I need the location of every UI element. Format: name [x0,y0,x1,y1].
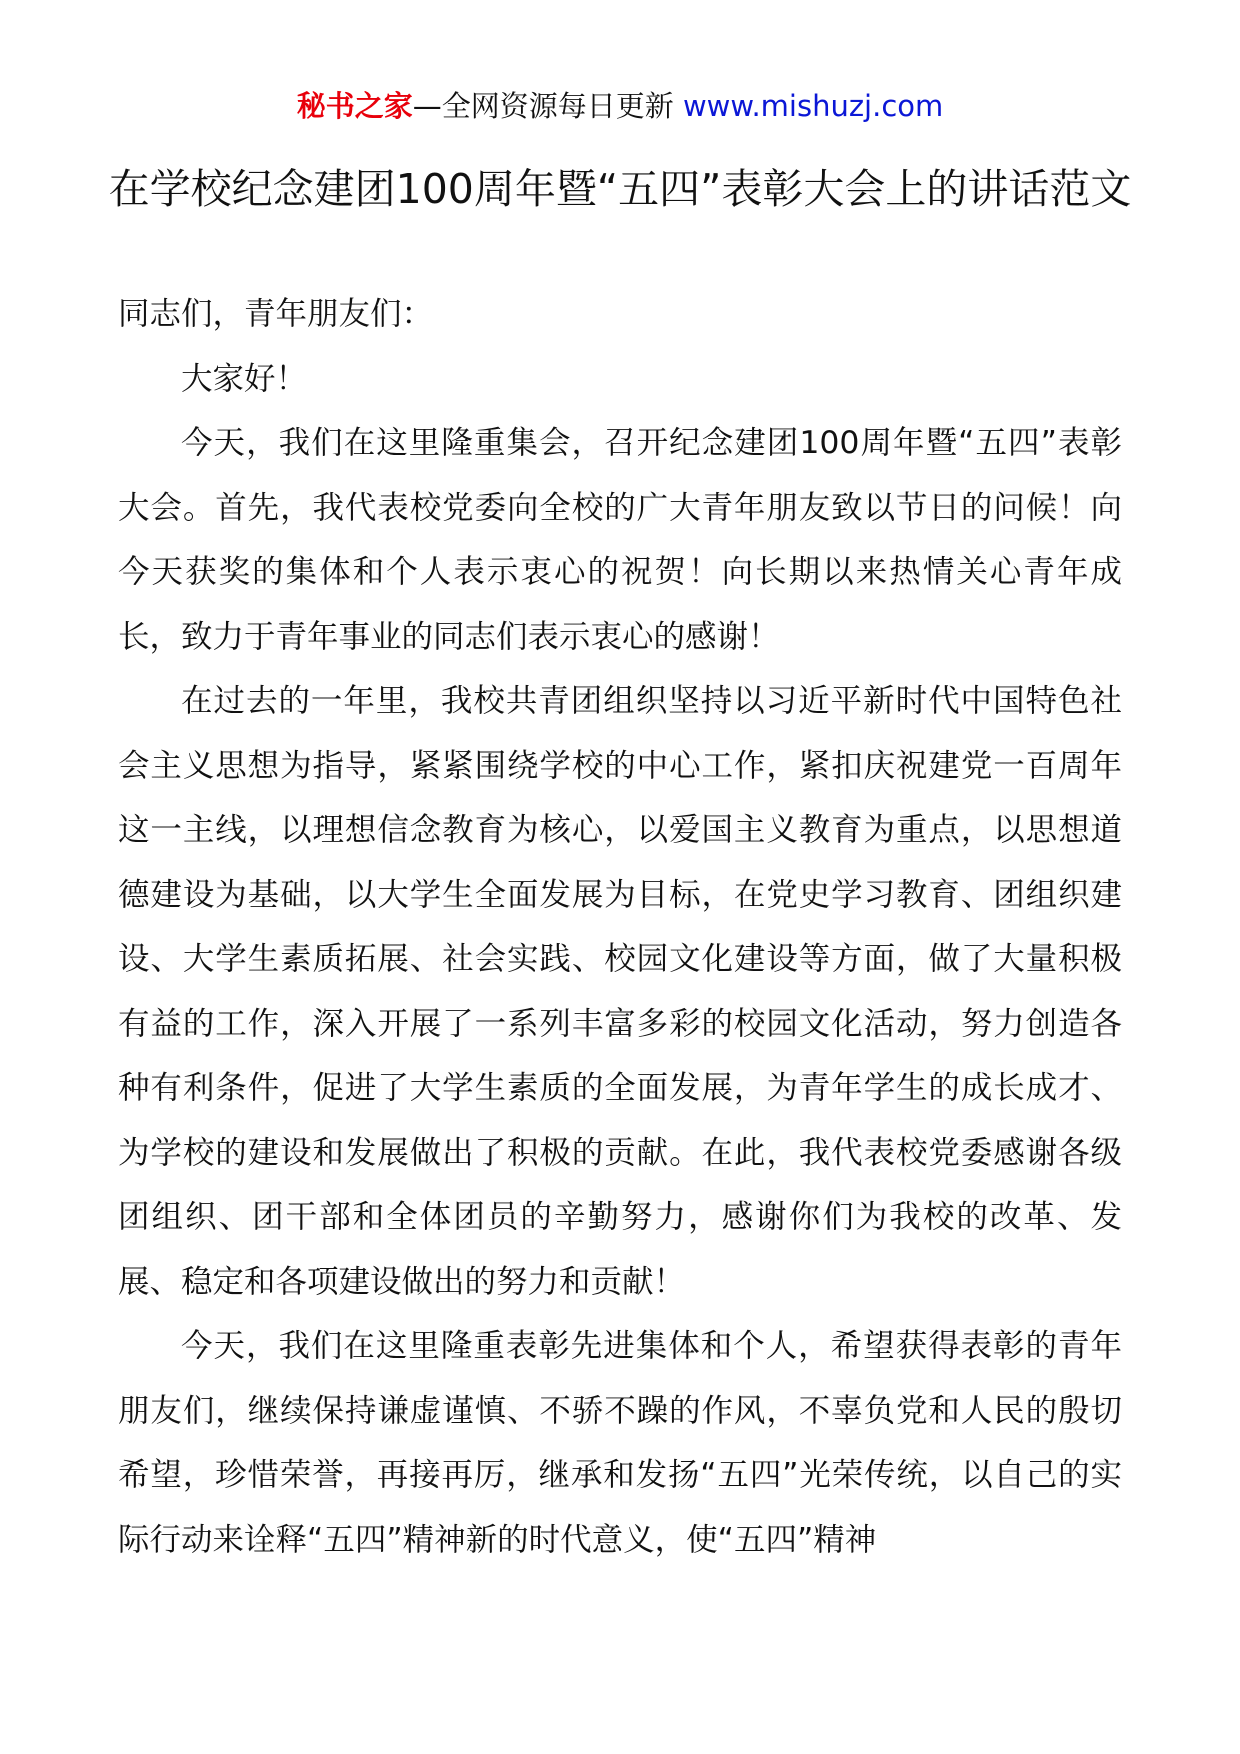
paragraph-achievements: 在过去的一年里，我校共青团组织坚持以习近平新时代中国特色社会主义思想为指导，紧紧围绕学校的中心工作，紧扣庆祝建党一百周年这一主线，以理想信念教育为核心，以爱国主义教育为重点，以思想道德建设为基础，以大学生全面发展为目标，在党史学习教育、团组织建设、大学生素质拓展、社会实践、校园文化建设等方面，做了大量积极有益的工作，深入开展了一系列丰富多彩的校园文化活动，努力创造各种有利条件，促进了大学生素质的全面发展，为青年学生的成长成才、为学校的建设和发展做出了积极的贡献。在此，我代表校党委感谢各级团组织、团干部和全体团员的辛勤努力，感谢你们为我校的改革、发展、稳定和各项建设做出的努力和贡献！ [118,683,1122,1300]
site-url[interactable]: www.mishuzj.com [682,89,944,123]
document-title: 在学校纪念建团100周年暨“五四”表彰大会上的讲话范文 [108,165,1132,213]
paragraph-opening: 今天，我们在这里隆重集会，召开纪念建团100周年暨“五四”表彰大会。首先，我代表校党委向全校的广大青年朋友致以节日的问候！向今天获奖的集体和个人表示衷心的祝贺！向长期以来热情关心青年成长，致力于青年事业的同志们表示衷心的感谢！ [118,425,1122,655]
brand-name: 秘书之家 [296,89,413,123]
banner-slogan: —全网资源每日更新 [412,89,674,123]
document-body [118,282,1122,1572]
site-banner [0,86,1240,126]
salutation: 同志们，青年朋友们： [118,296,434,332]
paragraph-commendation: 今天，我们在这里隆重表彰先进集体和个人，希望获得表彰的青年朋友们，继续保持谦虚谨慎、不骄不躁的作风，不辜负党和人民的殷切希望，珍惜荣誉，再接再厉，继承和发扬“五四”光荣传统，以自己的实际行动来诠释“五四”精神新的时代意义，使“五四”精神 [118,1328,1122,1558]
paragraph-greeting: 大家好！ [181,360,308,397]
